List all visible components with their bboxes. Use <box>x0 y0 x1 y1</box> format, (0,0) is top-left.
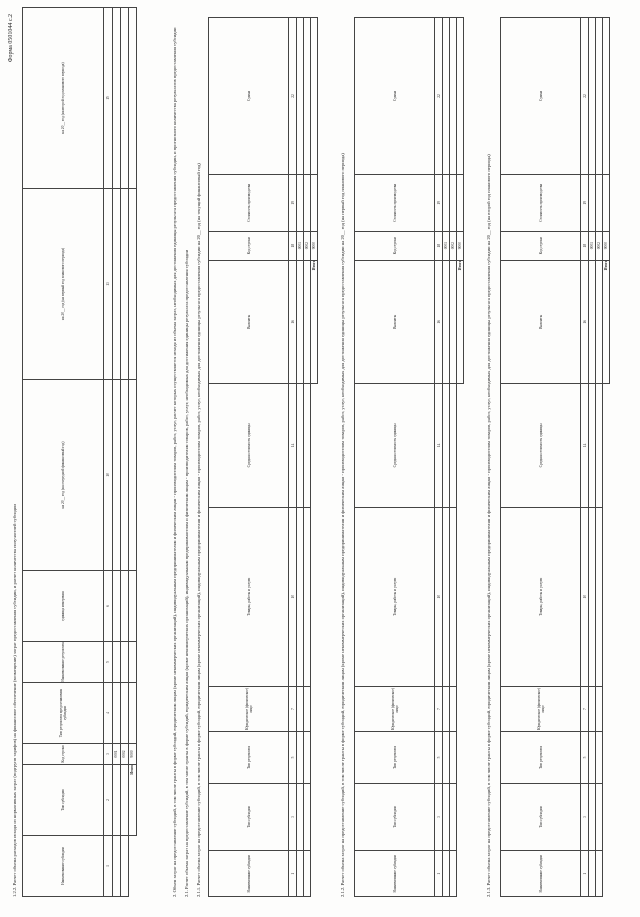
table-subsidy-volume <box>22 7 137 897</box>
table-header-cell: на 20__ год (на очередной финансовый год) <box>23 380 104 571</box>
column-number: 22 <box>435 18 443 175</box>
column-number: 18 <box>289 231 297 260</box>
table-header-cell: Выплаты <box>355 260 435 384</box>
section-heading: 2. Объем затрат на предоставление субсидий, в том числе гранты в форме субсидий, юридическим лицам (кроме некоммерческих организаций), индивидуальным предпринимателям и физическим лицам - производителям товаров, работ, услуг, расчет которых осуществляется исходя из объема затрат, необходимых для достижения единицы результата предоставления субсидии, и прогнозного количества результатов предоставления субсидии <box>172 27 177 897</box>
column-number: 16 <box>581 260 589 384</box>
column-number: 2 <box>103 765 112 836</box>
table-header-cell: Товары, работы и услуги <box>209 507 289 686</box>
column-number: 3 <box>581 783 589 851</box>
table-header-cell: Тип субсидии <box>501 783 581 851</box>
table-header-cell: Наименование субсидии <box>23 836 104 897</box>
table-header-cell: Юридическое (физическое) лицо <box>501 686 581 732</box>
column-number: 1 <box>103 836 112 897</box>
table-header-cell: Товары, работы и услуги <box>501 507 581 686</box>
column-number: 4 <box>103 683 112 744</box>
table-header-cell: Товары, работы и услуги <box>355 507 435 686</box>
column-number: 19 <box>581 174 589 231</box>
table-header-cell: Наименование субсидии <box>209 851 289 897</box>
column-number: 5 <box>435 732 443 783</box>
column-number: 18 <box>581 231 589 260</box>
column-number: 14 <box>435 384 443 508</box>
column-number: 16 <box>289 260 297 384</box>
table-header-cell: Выплаты <box>209 260 289 384</box>
row-code: 0002 <box>304 231 311 260</box>
table-header-cell: Код строки <box>209 231 289 260</box>
column-number: 19 <box>289 174 297 231</box>
table-header-cell: Код строки <box>23 744 104 765</box>
column-number: 22 <box>581 18 589 175</box>
column-number: 3 <box>289 783 297 851</box>
table-header-cell: Наименование субсидии <box>501 851 581 897</box>
row-code: 0001 <box>112 744 120 765</box>
table-header-cell: Средняя стоимость единицы <box>501 384 581 508</box>
table-header-cell: Сумма <box>355 18 435 175</box>
column-number: 3 <box>103 744 112 765</box>
column-number: 16 <box>435 260 443 384</box>
section-heading: 2.1.2. Расчет объема затрат на предоставление субсидий, в том числе гранты в форме субсидий, юридическим лицам (кроме некоммерческих организаций), индивидуальным предпринимателям и физическим лицам - производителям товаров, работ, услуг, необходимых для достижения единицы результата предоставления субсидии на 20__ год (на первый год планового периода) <box>340 153 345 897</box>
table-header-cell: Юридическое (физическое) лицо <box>355 686 435 732</box>
table-header-cell: Стоимость производства <box>501 174 581 231</box>
table-header-cell: Код строки <box>501 231 581 260</box>
table-header-cell: Код строки <box>355 231 435 260</box>
table-header-cell: Стоимость производства <box>355 174 435 231</box>
section-heading: 2.1.1. Расчет объема затрат на предоставление субсидий, в том числе гранты в форме субсидий, юридическим лицам (кроме некоммерческих организаций), индивидуальным предпринимателям и физическим лицам - производителям товаров, работ, услуг, необходимых для достижения единицы результата предоставления субсидии на 20__ год (на текущий финансовый год) <box>196 163 201 897</box>
total-label: Итого <box>457 260 464 384</box>
table-header-cell: Наименование субсидии <box>355 851 435 897</box>
section-heading: 2.1. Расчет объема затрат на предоставление субсидий, в том числе гранты в форме субсидий, юридическим лицам (кроме некоммерческих организаций), индивидуальным предпринимателям и физическим лицам - производителям товаров, работ, услуг, необходимых для достижения единицы результата предоставления субсидии <box>184 249 189 897</box>
table-header-cell: на 20__ год (на первый год планового периода) <box>23 189 104 380</box>
column-number: 7 <box>289 686 297 732</box>
column-number: 15 <box>103 8 112 189</box>
total-label: Итого <box>311 260 318 384</box>
column-number: 3 <box>435 783 443 851</box>
table-header-cell: Наименование результата <box>23 642 104 683</box>
column-number: 5 <box>581 732 589 783</box>
column-number: 19 <box>435 174 443 231</box>
table-cost-second-plan-year <box>500 17 610 897</box>
table-header-cell: Тип субсидии <box>355 783 435 851</box>
row-code: 0002 <box>120 744 128 765</box>
column-number: 5 <box>103 642 112 683</box>
column-number: 10 <box>289 507 297 686</box>
column-number: 1 <box>581 851 589 897</box>
total-label: Итого <box>128 765 136 836</box>
column-number: 6 <box>103 571 112 642</box>
column-number: 5 <box>289 732 297 783</box>
column-number: 10 <box>581 507 589 686</box>
total-code: 9000 <box>311 231 318 260</box>
table-header-cell: Юридическое (физическое) лицо <box>209 686 289 732</box>
table-header-cell: Тип субсидии <box>23 765 104 836</box>
column-number: 1 <box>435 851 443 897</box>
column-number: 14 <box>289 384 297 508</box>
table-header-cell: Тип субсидии <box>209 783 289 851</box>
table-header-cell: Тип результата <box>501 732 581 783</box>
table-header-cell: Средняя стоимость единицы <box>209 384 289 508</box>
row-code: 0002 <box>450 231 457 260</box>
table-header-cell: Сумма <box>209 18 289 175</box>
column-number: 13 <box>103 189 112 380</box>
column-number: 14 <box>581 384 589 508</box>
table-header-cell: Тип результата <box>209 732 289 783</box>
table-cost-current-year <box>208 17 318 897</box>
table-header-cell: Выплаты <box>501 260 581 384</box>
table-cost-first-plan-year <box>354 17 464 897</box>
table-header-cell: Сумма <box>501 18 581 175</box>
table-header-cell: единица измерения <box>23 571 104 642</box>
column-number: 7 <box>435 686 443 732</box>
table-header-cell: Стоимость производства <box>209 174 289 231</box>
table-header-cell: Средняя стоимость единицы <box>355 384 435 508</box>
row-code: 0001 <box>297 231 304 260</box>
total-label: Итого <box>603 260 610 384</box>
column-number: 22 <box>289 18 297 175</box>
section-heading: 2.1.3. Расчет объема затрат на предоставление субсидий, в том числе гранты в форме субсидий, юридическим лицам (кроме некоммерческих организаций), индивидуальным предпринимателям и физическим лицам - производителям товаров, работ, услуг, необходимых для достижения единицы результата предоставления субсидии на 20__ год (на второй год планового периода) <box>486 154 491 897</box>
column-number: 7 <box>581 686 589 732</box>
table-header-cell: Тип результата предоставления субсидии <box>23 683 104 744</box>
column-number: 10 <box>435 507 443 686</box>
row-code: 0001 <box>443 231 450 260</box>
total-code: 9000 <box>128 744 136 765</box>
total-code: 9000 <box>457 231 464 260</box>
table-header-cell: Тип результата <box>355 732 435 783</box>
column-number: 10 <box>103 380 112 571</box>
table-header-cell: на 20__ год (на второй год планового периода) <box>23 8 104 189</box>
section-heading: 1.2.2. Расчет объема расходов исходя из нормативных затрат (подгрупп тарифов) на финансовое обеспечение (возмещение) затрат предоставления субсидии, и расчет количества получателей субсидии <box>12 504 17 897</box>
column-number: 1 <box>289 851 297 897</box>
total-code: 9000 <box>603 231 610 260</box>
form-label: Форма 0501044 с.2 <box>8 14 14 63</box>
row-code: 0001 <box>589 231 596 260</box>
column-number: 18 <box>435 231 443 260</box>
row-code: 0002 <box>596 231 603 260</box>
